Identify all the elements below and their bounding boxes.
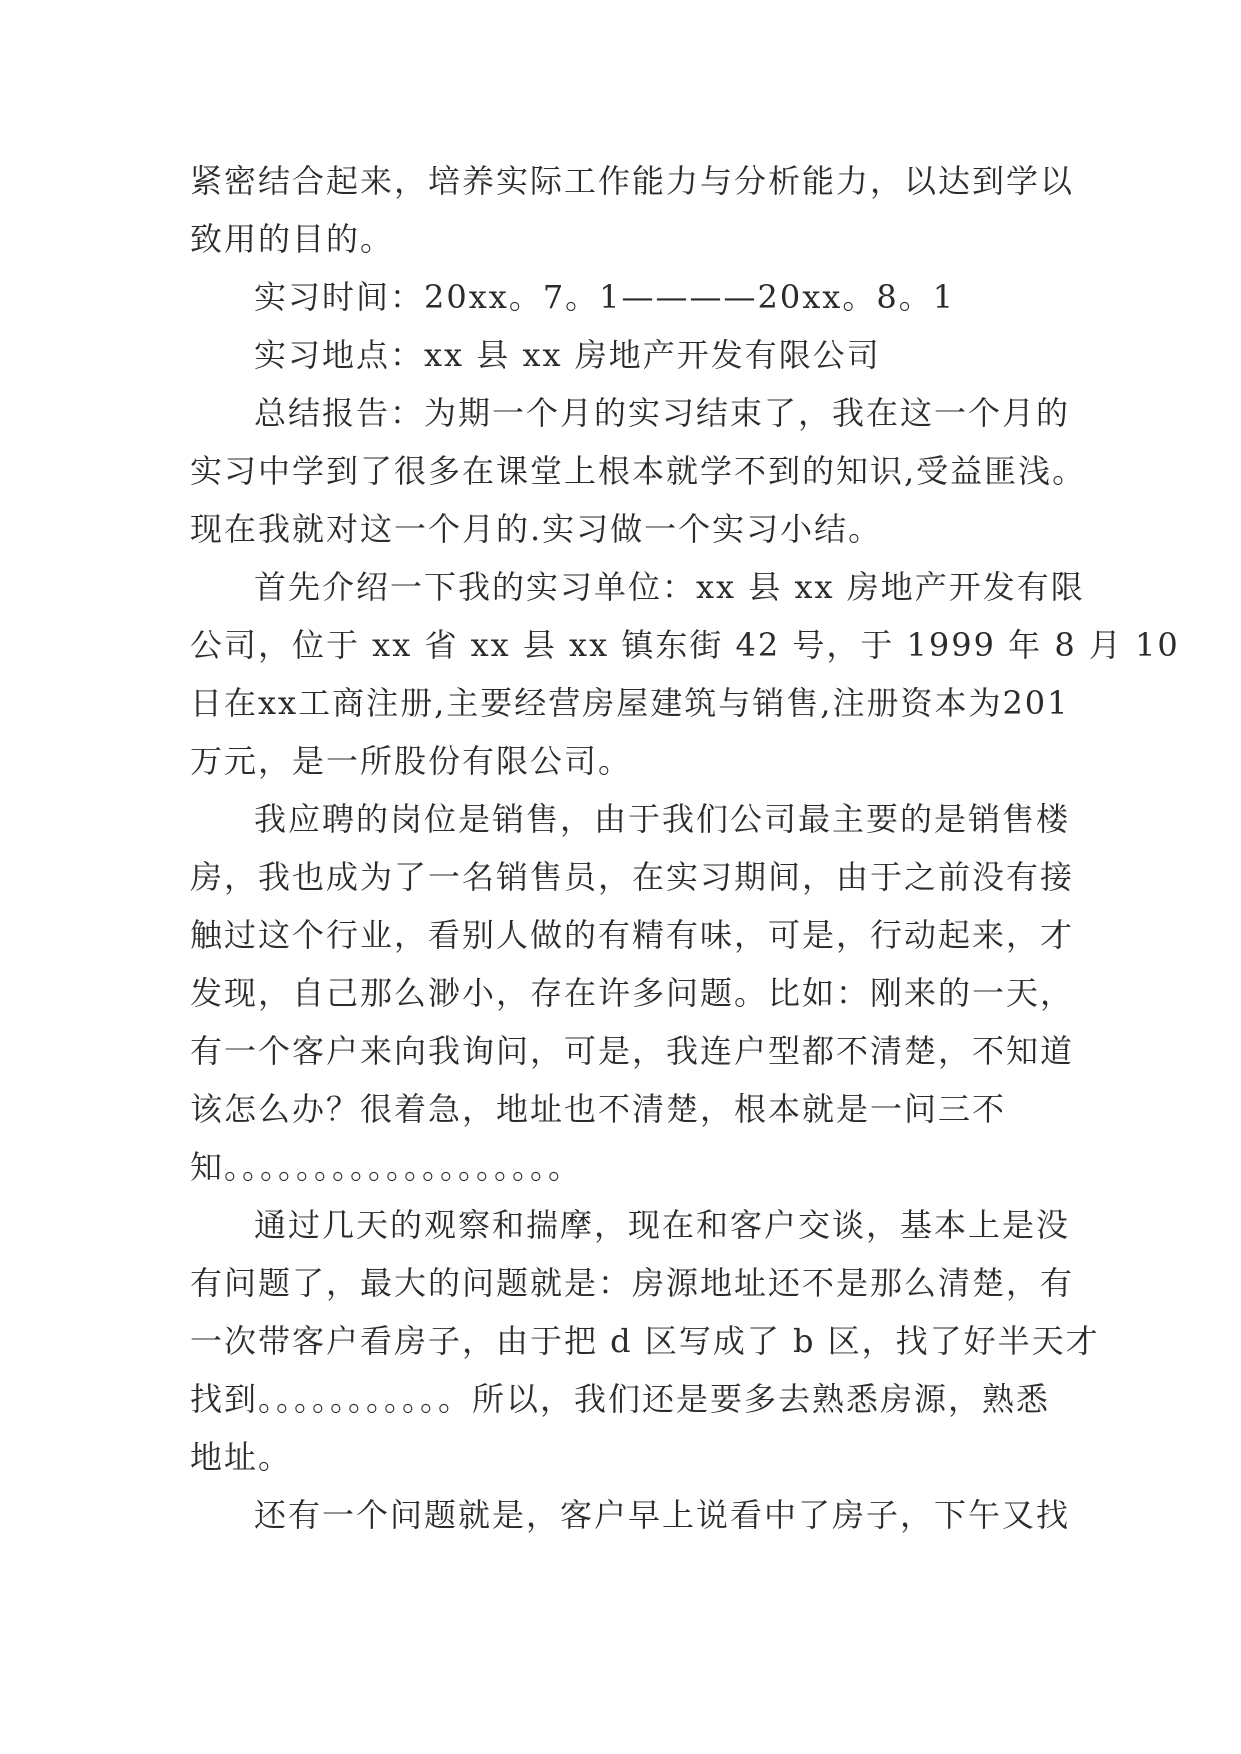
text-line: 实习地点：xx 县 xx 房地产开发有限公司 <box>254 336 881 374</box>
text-line: 我应聘的岗位是销售，由于我们公司最主要的是销售楼 <box>254 800 1071 838</box>
text-line: 一次带客户看房子，由于把 d 区写成了 b 区，找了好半天才 <box>190 1322 1100 1360</box>
text-line: 发现，自己那么渺小，存在许多问题。比如：刚来的一天， <box>190 974 1075 1012</box>
text-line: 房，我也成为了一名销售员，在实习期间，由于之前没有接 <box>190 858 1075 896</box>
text-line: 实习中学到了很多在课堂上根本就学不到的知识,受益匪浅。 <box>190 452 1087 490</box>
text-line: 还有一个问题就是，客户早上说看中了房子，下午又找 <box>254 1496 1071 1534</box>
text-line: 触过这个行业，看别人做的有精有味，可是，行动起来，才 <box>190 916 1075 954</box>
text-line: 实习时间：20xx。7。1————20xx。8。1 <box>254 278 956 316</box>
text-line: 公司，位于 xx 省 xx 县 xx 镇东街 42 号，于 1999 年 8 月 10 <box>190 626 1180 664</box>
text-line: 紧密结合起来，培养实际工作能力与分析能力，以达到学以 <box>190 162 1075 200</box>
text-line: 万元，是一所股份有限公司。 <box>190 742 633 780</box>
text-line: 找到。。。。。。。。。。。所以，我们还是要多去熟悉房源，熟悉 <box>190 1380 1051 1418</box>
text-line: 首先介绍一下我的实习单位：xx 县 xx 房地产开发有限 <box>254 568 1085 606</box>
text-line: 致用的目的。 <box>190 220 395 258</box>
text-line: 知。。。。。。。。。。。。。。。。。。。 <box>190 1148 583 1186</box>
text-line: 总结报告：为期一个月的实习结束了，我在这一个月的 <box>254 394 1071 432</box>
text-line: 现在我就对这一个月的.实习做一个实习小结。 <box>190 510 883 548</box>
text-line: 地址。 <box>190 1438 293 1476</box>
text-line: 通过几天的观察和揣摩，现在和客户交谈，基本上是没 <box>254 1206 1071 1244</box>
text-line: 有问题了，最大的问题就是：房源地址还不是那么清楚，有 <box>190 1264 1075 1302</box>
text-line: 日在xx工商注册,主要经营房屋建筑与销售,注册资本为201 <box>190 684 1070 722</box>
text-line: 有一个客户来向我询问，可是，我连户型都不清楚，不知道 <box>190 1032 1075 1070</box>
document-body <box>190 152 1180 1544</box>
text-line: 该怎么办？很着急，地址也不清楚，根本就是一问三不 <box>190 1090 1007 1128</box>
